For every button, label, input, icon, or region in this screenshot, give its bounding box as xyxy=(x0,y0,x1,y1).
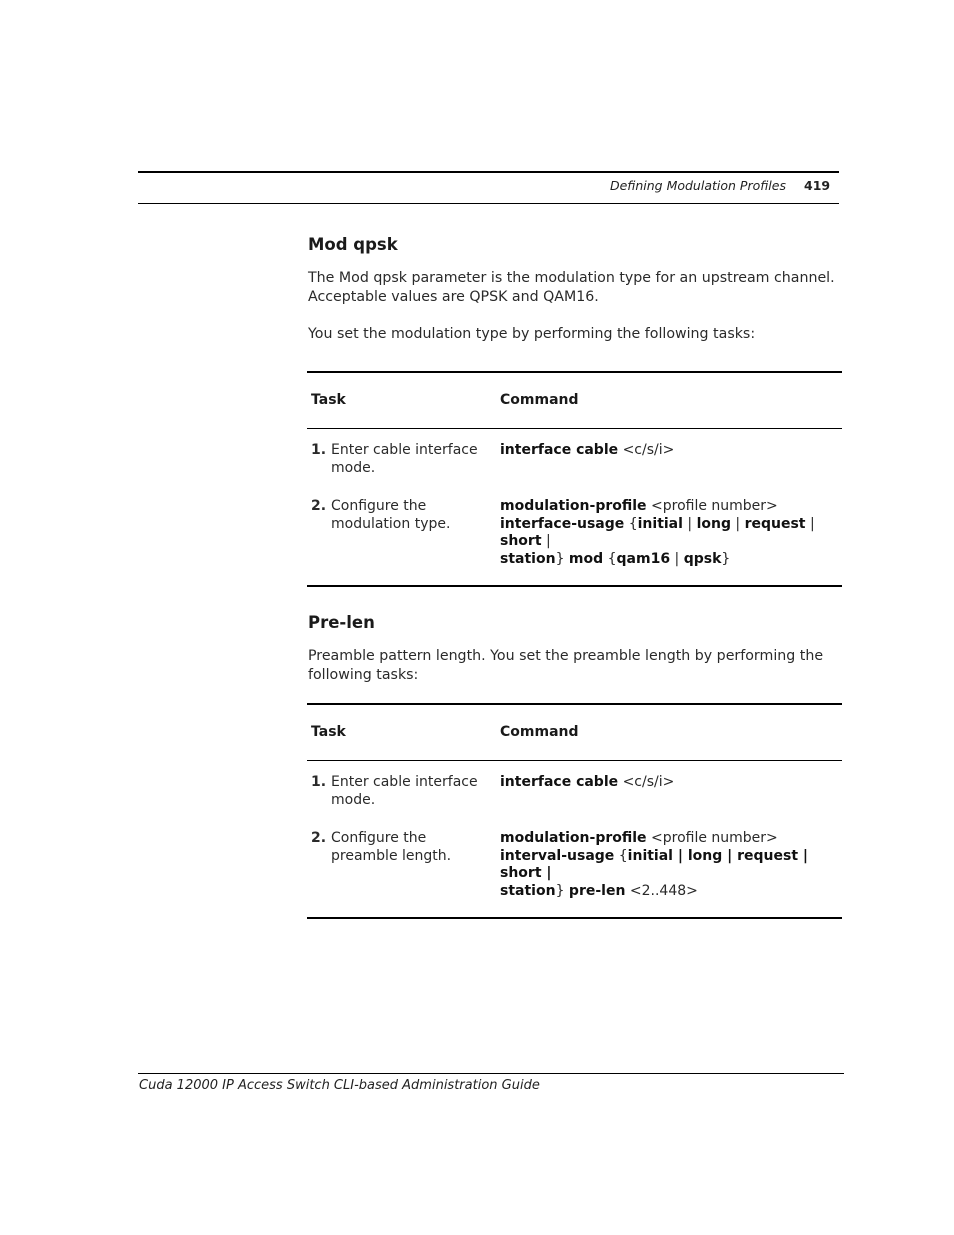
mod-qpsk-task-table xyxy=(307,373,842,584)
task-cell xyxy=(307,830,496,916)
column-header-task: Task xyxy=(311,723,346,740)
command-keyword: request xyxy=(744,515,806,532)
header-top-rule xyxy=(138,171,839,173)
command-keyword: qpsk xyxy=(683,550,722,567)
command-argument: <profile number> xyxy=(646,498,778,514)
task-number: 2. xyxy=(311,830,327,846)
command-keyword: mod xyxy=(568,550,604,567)
command-keyword: interface cable xyxy=(500,442,619,458)
command-keyword: qam16 xyxy=(616,550,671,567)
table-row xyxy=(307,830,842,916)
section-heading-mod-qpsk: Mod qpsk xyxy=(308,235,398,254)
command-punct: { xyxy=(614,847,628,864)
command-keyword: interface cable xyxy=(500,774,619,790)
running-header-title: Defining Modulation Profiles xyxy=(609,178,786,193)
task-number: 2. xyxy=(311,498,327,514)
task-number: 1. xyxy=(311,774,327,790)
command-punct: | xyxy=(805,515,815,532)
table1-bottom-rule xyxy=(307,585,842,587)
command-keyword: interval-usage xyxy=(500,847,615,864)
command-keyword: interface-usage xyxy=(500,515,625,532)
footer-rule xyxy=(138,1073,844,1074)
table-row xyxy=(307,428,842,498)
column-header-command: Command xyxy=(500,723,579,740)
mod-qpsk-intro: You set the modulation type by performing the following tasks: xyxy=(308,326,756,342)
task-label xyxy=(331,498,481,533)
command-keyword: long xyxy=(696,515,731,532)
task-label xyxy=(331,774,481,809)
task-label-line1: Configure the xyxy=(331,830,427,846)
task-cell xyxy=(307,498,496,584)
command-argument: <2..448> xyxy=(625,882,698,899)
pre-len-task-table xyxy=(307,705,842,916)
command-keyword: station xyxy=(500,882,556,899)
task-label xyxy=(331,830,481,865)
pre-len-description-line2: following tasks: xyxy=(308,667,419,683)
command-punct: { xyxy=(624,515,638,532)
task-label-line2: preamble length. xyxy=(331,847,452,864)
command-punct: | xyxy=(730,515,745,532)
header-bottom-rule xyxy=(138,203,839,204)
command-keyword: station xyxy=(500,550,556,567)
task-label-line1: Configure the xyxy=(331,498,427,514)
command-cell xyxy=(496,498,842,584)
command-punct: } xyxy=(555,882,569,899)
page-number: 419 xyxy=(804,178,831,193)
command-cell xyxy=(496,830,842,916)
task-number: 1. xyxy=(311,442,327,458)
command-keyword: pre-len xyxy=(568,882,626,899)
command-keyword: initial xyxy=(637,515,683,532)
table-row xyxy=(307,498,842,584)
command-keyword: modulation-profile xyxy=(500,830,647,846)
command-cell xyxy=(496,760,842,830)
task-label-line2: mode. xyxy=(331,791,376,808)
command-keyword: modulation-profile xyxy=(500,498,647,514)
command-cell xyxy=(496,428,842,498)
command-punct: } xyxy=(721,550,731,567)
mod-qpsk-description-line1: The Mod qpsk parameter is the modulation type for an upstream channel. xyxy=(308,270,835,286)
task-cell xyxy=(307,760,496,830)
command-punct: | xyxy=(670,550,684,567)
task-label-line1: Enter cable interface xyxy=(331,774,478,790)
task-cell xyxy=(307,428,496,498)
pre-len-description-line1: Preamble pattern length. You set the preamble length by performing the xyxy=(308,648,824,664)
command-punct: { xyxy=(603,550,617,567)
table-header-row xyxy=(307,373,842,428)
table-row xyxy=(307,760,842,830)
column-header-task: Task xyxy=(311,391,346,408)
footer-guide-title: Cuda 12000 IP Access Switch CLI-based Administration Guide xyxy=(139,1078,540,1093)
command-punct: | xyxy=(682,515,697,532)
command-argument: <profile number> xyxy=(646,830,778,846)
table-header-row xyxy=(307,705,842,760)
command-argument: <c/s/i> xyxy=(618,442,675,458)
task-label-line1: Enter cable interface xyxy=(331,442,478,458)
task-label-line2: modulation type. xyxy=(331,515,451,532)
mod-qpsk-description xyxy=(308,269,838,307)
task-label-line2: mode. xyxy=(331,459,376,476)
command-punct: | xyxy=(541,533,551,549)
column-header-command: Command xyxy=(500,391,579,408)
command-argument: <c/s/i> xyxy=(618,774,675,790)
command-keyword: initial | long | request | short | xyxy=(500,847,808,881)
section-heading-pre-len: Pre-len xyxy=(308,613,375,632)
task-label xyxy=(331,442,481,477)
command-punct: } xyxy=(555,550,569,567)
command-keyword: short xyxy=(500,533,542,549)
pre-len-description xyxy=(308,647,838,685)
table2-bottom-rule xyxy=(307,917,842,919)
mod-qpsk-description-line2: Acceptable values are QPSK and QAM16. xyxy=(308,289,599,305)
